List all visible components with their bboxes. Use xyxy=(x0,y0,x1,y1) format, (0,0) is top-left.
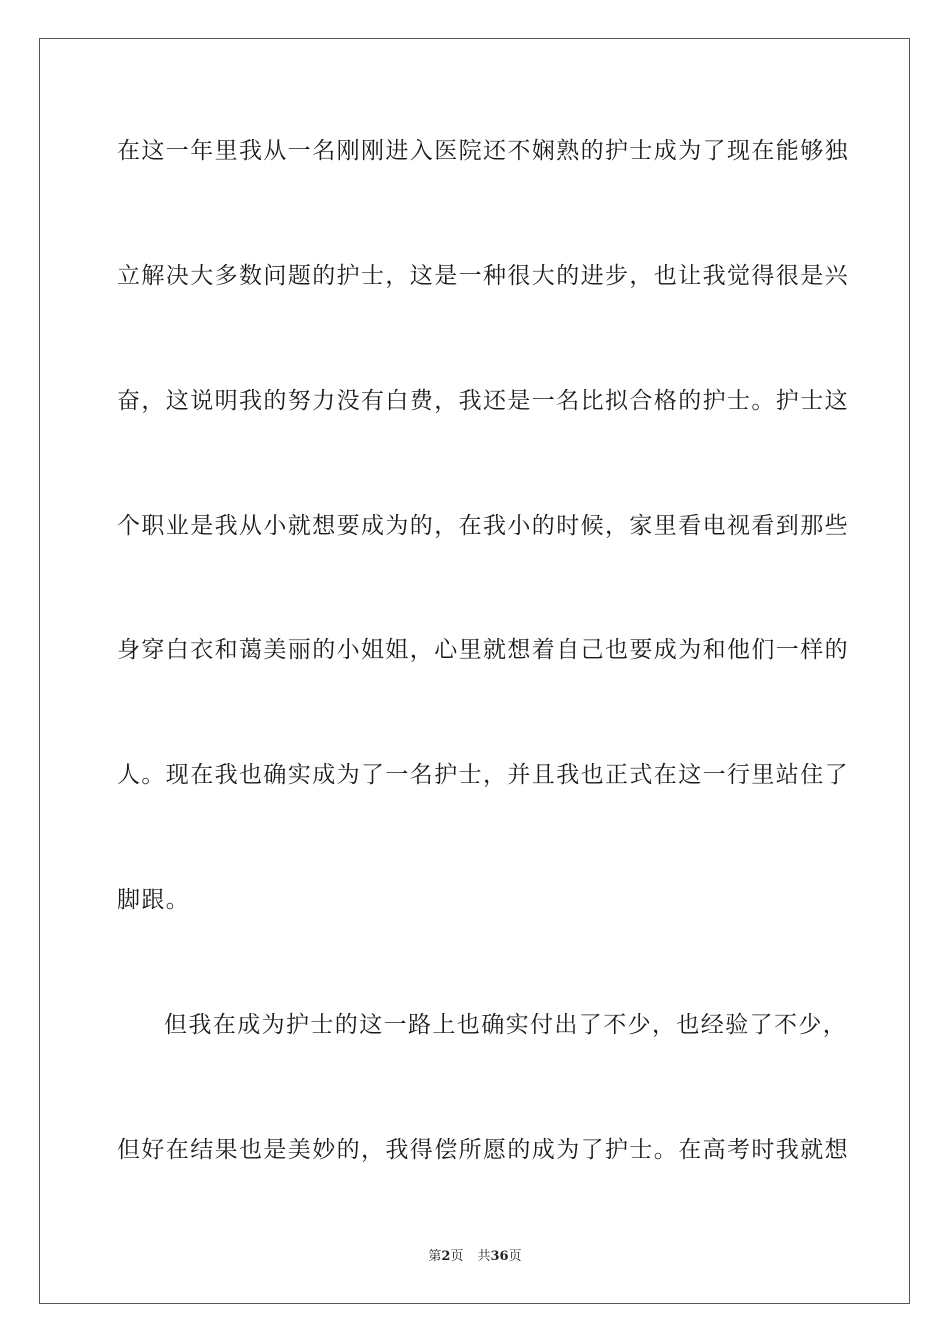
page-footer xyxy=(0,1249,950,1265)
footer-total-suffix: 页 xyxy=(508,1249,522,1264)
body-line-5: 身穿白衣和蔼美丽的小姐姐，心里就想着自己也要成为和他们一样的 xyxy=(117,637,849,663)
body-line-1: 在这一年里我从一名刚刚进入医院还不娴熟的护士成为了现在能够独 xyxy=(117,138,849,164)
footer-total-prefix: 共 xyxy=(477,1249,491,1264)
body-line-8-paragraph-start: 但我在成为护士的这一路上也确实付出了不少，也经验了不少， xyxy=(164,1012,848,1038)
body-line-6: 人。现在我也确实成为了一名护士，并且我也正式在这一行里站住了 xyxy=(117,762,849,788)
body-line-9: 但好在结果也是美妙的，我得偿所愿的成为了护士。在高考时我就想 xyxy=(117,1137,849,1163)
footer-page-prefix: 第 xyxy=(428,1249,442,1264)
footer-page-suffix: 页 xyxy=(450,1249,464,1264)
page-frame xyxy=(39,38,910,1304)
body-line-2: 立解决大多数问题的护士，这是一种很大的进步，也让我觉得很是兴 xyxy=(117,263,849,289)
body-line-7: 脚跟。 xyxy=(117,887,191,913)
body-line-4: 个职业是我从小就想要成为的，在我小的时候，家里看电视看到那些 xyxy=(117,513,849,539)
footer-total-pages: 36 xyxy=(490,1249,509,1264)
footer-page-number: 2 xyxy=(441,1249,451,1264)
body-line-3: 奋，这说明我的努力没有白费，我还是一名比拟合格的护士。护士这 xyxy=(117,388,849,414)
